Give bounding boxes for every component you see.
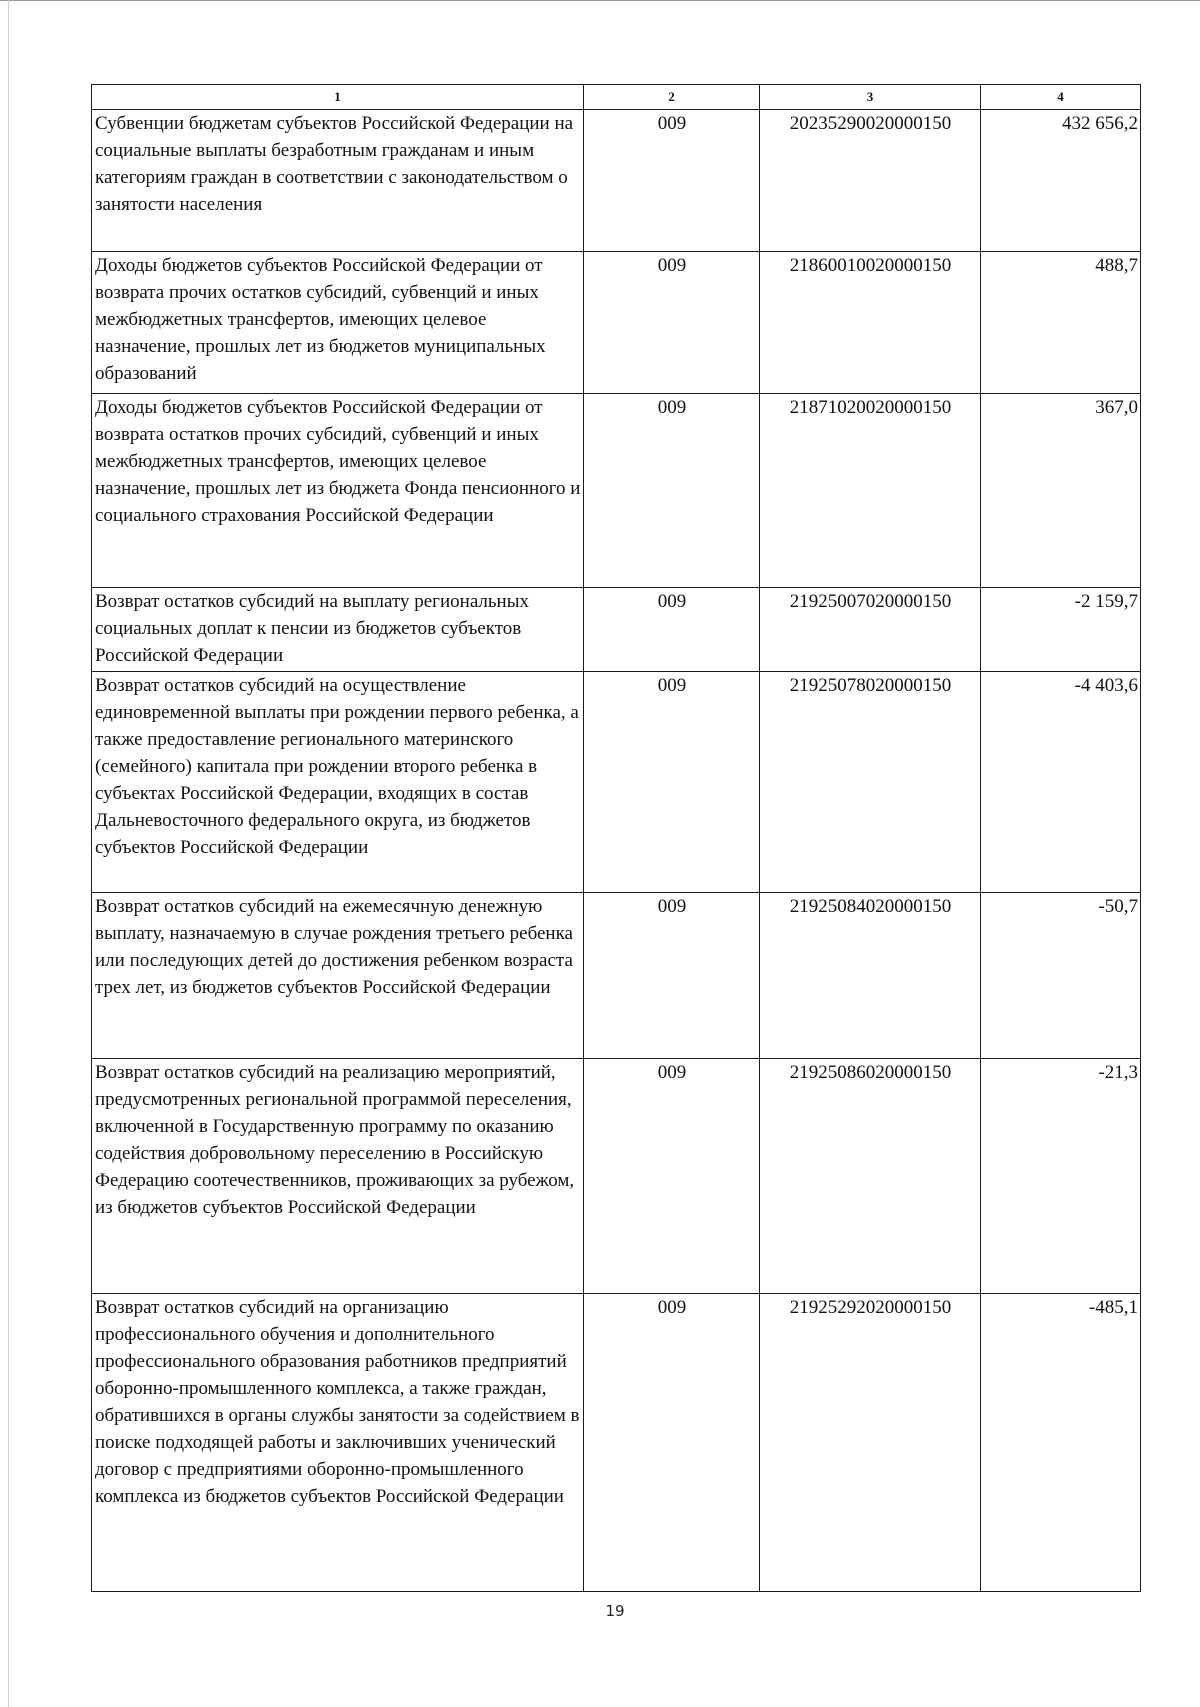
row-amount: -2 159,7 <box>981 588 1141 672</box>
table-row <box>92 110 1141 252</box>
row-amount: -485,1 <box>981 1294 1141 1592</box>
table-header <box>92 85 1141 110</box>
table-row <box>92 252 1141 394</box>
row-budget-code: 21860010020000150 <box>760 252 981 394</box>
page-number: 19 <box>605 1602 625 1620</box>
row-description: Возврат остатков субсидий на выплату региональных социальных доплат к пенсии из бюджетов субъектов Российской Федерации <box>92 588 584 672</box>
row-budget-code: 21925292020000150 <box>760 1294 981 1592</box>
table-body <box>92 110 1141 1592</box>
row-budget-code: 21871020020000150 <box>760 394 981 588</box>
row-budget-code: 21925007020000150 <box>760 588 981 672</box>
column-header-1: 1 <box>92 85 584 110</box>
row-description: Возврат остатков субсидий на ежемесячную денежную выплату, назначаемую в случае рождения третьего ребенка или последующих детей до достижения ребенком возраста трех лет, из бюджетов субъектов Российской Федерации <box>92 893 584 1059</box>
row-budget-code: 21925084020000150 <box>760 893 981 1059</box>
table-row <box>92 672 1141 893</box>
row-description: Доходы бюджетов субъектов Российской Федерации от возврата остатков прочих субсидий, субвенций и иных межбюджетных трансфертов, имеющих целевое назначение, прошлых лет из бюджета Фонда пенсионного и социального страхования Российской Федерации <box>92 394 584 588</box>
row-amount: -21,3 <box>981 1059 1141 1294</box>
table-row <box>92 394 1141 588</box>
table-row <box>92 588 1141 672</box>
row-admin-code: 009 <box>584 394 760 588</box>
row-admin-code: 009 <box>584 893 760 1059</box>
table-row <box>92 1059 1141 1294</box>
header-row <box>92 85 1141 110</box>
row-admin-code: 009 <box>584 1294 760 1592</box>
row-budget-code: 20235290020000150 <box>760 110 981 252</box>
row-amount: -4 403,6 <box>981 672 1141 893</box>
row-admin-code: 009 <box>584 588 760 672</box>
row-admin-code: 009 <box>584 672 760 893</box>
row-description: Субвенции бюджетам субъектов Российской Федерации на социальные выплаты безработным гражданам и иным категориям граждан в соответствии с законодательством о занятости населения <box>92 110 584 252</box>
row-budget-code: 21925086020000150 <box>760 1059 981 1294</box>
row-amount: 367,0 <box>981 394 1141 588</box>
row-description: Возврат остатков субсидий на реализацию мероприятий, предусмотренных региональной программой переселения, включенной в Государственную программу по оказанию содействия добровольному переселению в Российскую Федерацию соотечественников, проживающих за рубежом, из бюджетов субъектов Российской Федерации <box>92 1059 584 1294</box>
column-header-2: 2 <box>584 85 760 110</box>
table-row <box>92 1294 1141 1592</box>
row-amount: 488,7 <box>981 252 1141 394</box>
row-description: Возврат остатков субсидий на организацию профессионального обучения и дополнительного профессионального образования работников предприятий оборонно-промышленного комплекса, а также граждан, обратившихся в органы службы занятости за содействием в поиске подходящей работы и заключивших ученический договор с предприятиями оборонно-промышленного комплекса из бюджетов субъектов Российской Федерации <box>92 1294 584 1592</box>
row-description: Доходы бюджетов субъектов Российской Федерации от возврата прочих остатков субсидий, субвенций и иных межбюджетных трансфертов, имеющих целевое назначение, прошлых лет из бюджетов муниципальных образований <box>92 252 584 394</box>
table-row <box>92 893 1141 1059</box>
page-left-border <box>8 0 9 1707</box>
row-description: Возврат остатков субсидий на осуществление единовременной выплаты при рождении первого ребенка, а также предоставление регионального материнского (семейного) капитала при рождении второго ребенка в субъектах Российской Федерации, входящих в состав Дальневосточного федерального округа, из бюджетов субъектов Российской Федерации <box>92 672 584 893</box>
page-top-border <box>0 0 1200 1</box>
row-admin-code: 009 <box>584 252 760 394</box>
column-header-3: 3 <box>760 85 981 110</box>
row-admin-code: 009 <box>584 110 760 252</box>
row-amount: 432 656,2 <box>981 110 1141 252</box>
budget-revenue-table <box>91 84 1141 1592</box>
row-admin-code: 009 <box>584 1059 760 1294</box>
row-budget-code: 21925078020000150 <box>760 672 981 893</box>
column-header-4: 4 <box>981 85 1141 110</box>
row-amount: -50,7 <box>981 893 1141 1059</box>
